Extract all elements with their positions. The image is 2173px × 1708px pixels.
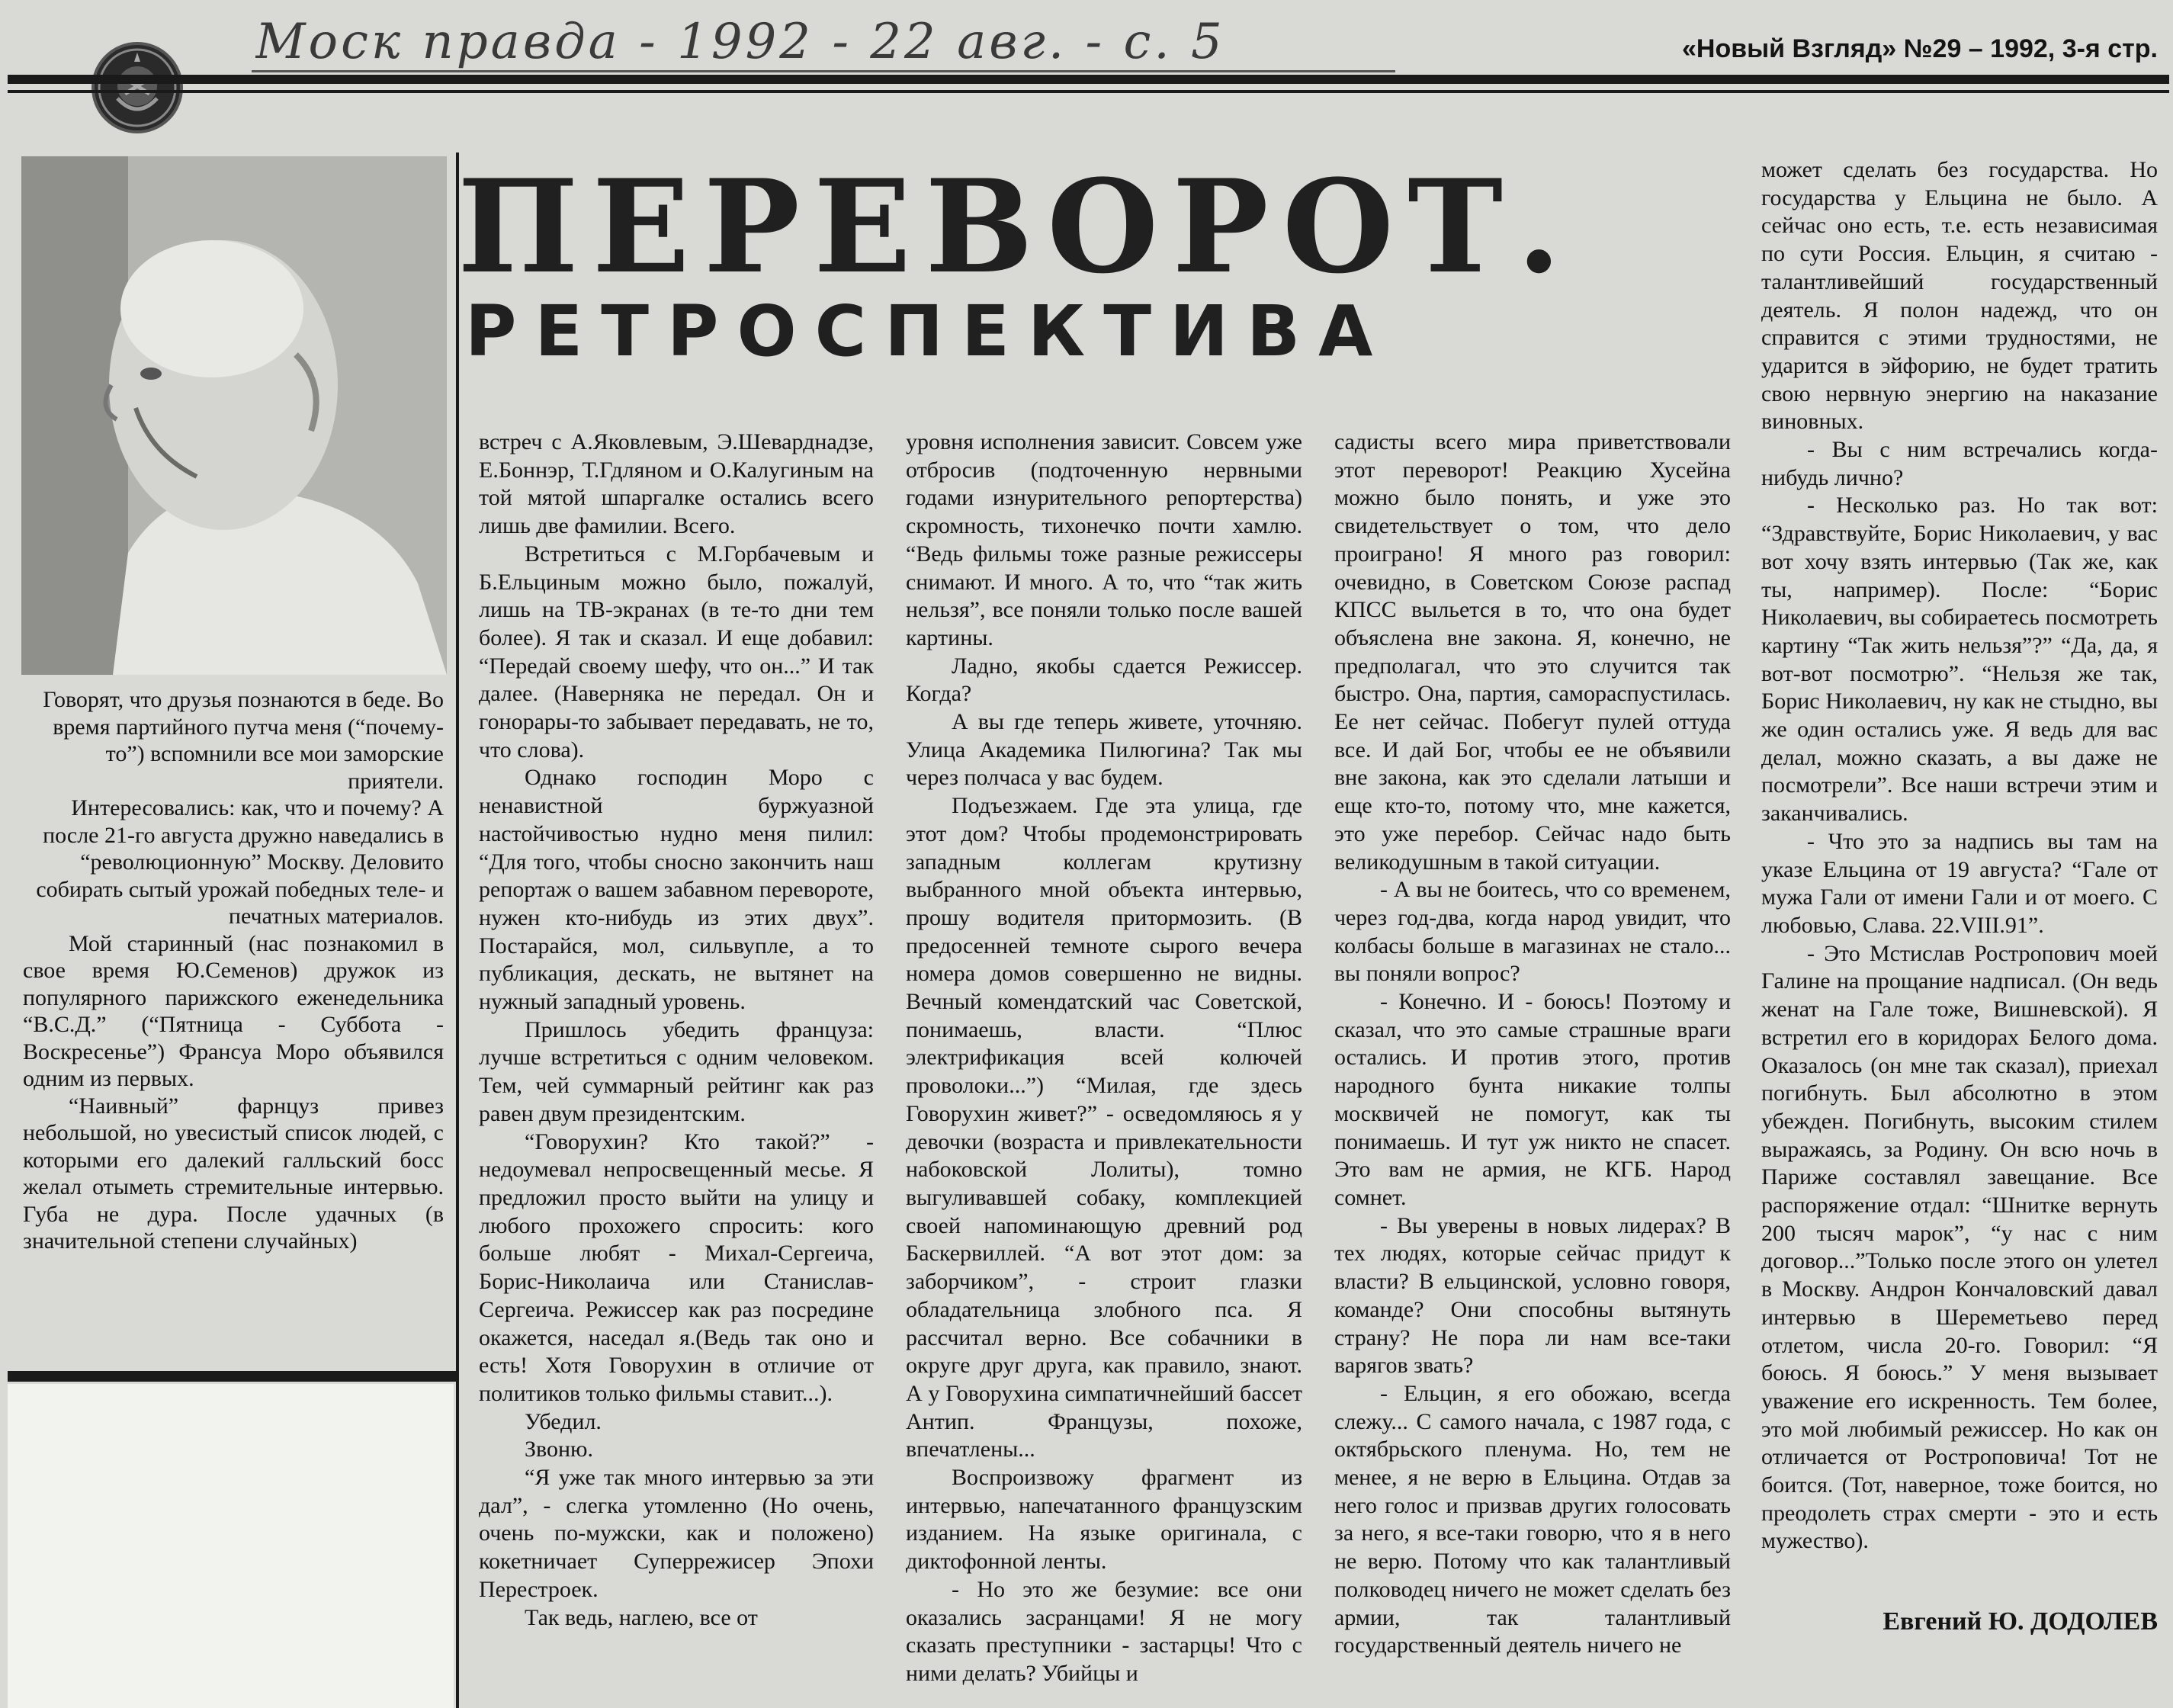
article-column-2: [906, 429, 1302, 1708]
article-paragraph: Так ведь, наглею, все от: [525, 1604, 758, 1630]
article-paragraph: Воспроизвожу фрагмент из интервью, напечатанного французским изданием. На языке оригинала, с диктофонной ленты.: [906, 1465, 1302, 1575]
article-paragraph: встреч с А.Яковлевым, Э.Шеварднадзе, Е.Боннэр, Т.Гдляном и О.Калугиным на той мятой шпаргалке остались всего лишь две фамилии. Всего.: [479, 429, 874, 539]
article-paragraph: - Но это же безумие: все они оказались засранцами! Я не могу сказать преступники - застарцы! Что с ними делать? Убийцы и: [906, 1576, 1302, 1686]
article-paragraph: - Что это за надпись вы там на указе Ельцина от 19 августа? “Гале от мужа Гали от имени Гали и от моего. С любовью, Слава. 22.VIII.91”.: [1761, 828, 2158, 938]
sidebar-paragraph: Интересовались: как, что и почему? А после 21-го августа дружно наведались в “революционную” Москву. Деловито собирать сытый урожай победных теле- и печатных материалов.: [36, 795, 444, 929]
article-paragraph: - Это Мстислав Ростропович моей Галине на прощание надписал. (Он ведь женат на Гале тоже, Вишневской). Я встретил его в коридорах Белого дома. Оказалось (он мне так сказал), приехал погибнуть. Был абсолютно в этом убежден. Погибнуть, высоким стилем выражаясь, за Родину. Он всю ночь в Париже составлял завещание. Все распоряжение отдал: “Шнитке вернуть 200 тысяч марок”, “у нас с ним договор...”Только после этого он улетел в Москву. Андрон Кончаловский давал интервью в Шереметьево перед отлетом, числа 20-го. Говорил: “Я боюсь. Я боюсь.” У меня вызывает уважение его искренность. Тем более, это мой любимый режиссер. Но как он отличается от Ростроповича! Тот не боится. (Тот, наверное, тоже боится, но преодолеть страх смерти - это и есть мужество).: [1761, 940, 2158, 1554]
handwriting-underline: [252, 70, 1395, 72]
article-paragraph: Звоню.: [525, 1437, 593, 1462]
article-paragraph: - Конечно. И - боюсь! Поэтому и сказал, что это самые страшные враги остались. И против этого, против народного бунта никакие толпы москвичей не помогут, как ты понимаешь. И тут уж никто не спасет. Это вам не армия, не КГБ. Народ сомнет.: [1334, 989, 1731, 1210]
article-paragraph: Убедил.: [525, 1408, 602, 1434]
article-paragraph: садисты всего мира приветствовали этот переворот! Реакцию Хусейна можно было понять, и уже это свидетельствует о том, что дело проиграно! Я много раз говорил: очевидно, в Советском Союзе распад КПСС выльется в то, что она будет объяслена вне закона. Я, конечно, не предполагал, что это случится так быстро. Она, партия, самораспустилась. Ее нет сейчас. Побегут пулей оттуда все. И дай Бог, чтобы ее не объявили вне закона, как это сделали латыши и еще кто-то, потому что, мне кажется, это уже перебор. Сейчас надо быть великодушным в такой ситуации.: [1334, 429, 1731, 875]
article-paragraph: - Ельцин, я его обожаю, всегда слежу... С самого начала, с 1987 года, с октябрьского пленума. Но, тем не менее, я не верю в Ельцина. Отдав за него голос и призвав других голосовать за него, я все-таки говорю, что я в него не верю. Потому что как талантливый полководец ничего не может сделать без армии, так талантливый государственный деятель ничего не: [1334, 1380, 1731, 1658]
masthead-rule-thin: [8, 90, 2169, 93]
article-paragraph: может сделать без государства. Но государства у Ельцина не было. А сейчас оно есть, т.е. есть независимая по сути Россия. Ельцин, я считаю - талантливейший государственный деятель. Я полон надежд, что он справится с этими трудностями, не ударится в эйфорию, не будет тратить свою нервную энергию на наказание виновных.: [1761, 157, 2158, 435]
sidebar-paragraph: Мой старинный (нас познакомил в свое время Ю.Семенов) дружок из популярного парижского еженедельника “В.С.Д.” (“Пятница - Суббота - Воскресенье”) Франсуа Моро объявился одним из первых.: [23, 930, 444, 1091]
sidebar-intro: [23, 686, 444, 1365]
article-paragraph: Однако господин Моро с ненавистной буржуазной настойчивостью нудно меня пилил: “Для того, чтобы сносно закончить наш репортаж о вашем забавном перевороте, нужен кто-нибудь из этих двух”. Постарайся, мол, сильвупле, а то публикация, дескать, не вытянет на нужный западный уровень.: [479, 765, 874, 1015]
portrait-photo: [21, 156, 447, 675]
article-column-4: [1761, 156, 2158, 1613]
article-paragraph: - Вы уверены в новых лидерах? В тех людях, которые сейчас придут к власти? В ельцинской, условно говоря, команде? Они способны вытянуть страну? Не пора ли нам все-таки варягов звать?: [1334, 1212, 1731, 1379]
article-paragraph: А вы где теперь живете, уточняю. Улица Академика Пилюгина? Так мы через полчаса у вас будем.: [906, 709, 1302, 791]
handwritten-note: Моск правда - 1992 - 22 авг. - с. 5: [255, 14, 1225, 70]
article-paragraph: - А вы не боитесь, что со временем, через год-два, когда народ увидит, что колбасы больше в магазинах не стало... вы поняли вопрос?: [1334, 877, 1731, 987]
sidebar-paragraph: Говорят, что друзья познаются в беде. Во время партийного путча меня (“почему-то”) вспомнили все мои заморские приятели.: [43, 687, 444, 794]
headline-subtitle: РЕТРОСПЕКТИВА: [465, 291, 1391, 372]
blank-area: [8, 1384, 454, 1708]
publication-info: «Новый Взгляд» №29 – 1992, 3-я стр.: [1681, 34, 2158, 63]
article-paragraph: Пришлось убедить француза: лучше встретиться с одним человеком. Тем, чей суммарный рейтинг как раз равен двум президентским.: [479, 1016, 874, 1126]
column-divider: [456, 152, 459, 1708]
article-paragraph: “Я уже так много интервью за эти дал”, - слегка утомленно (Но очень, очень по-мужски, как и положено) кокетничает Суперрежисер Эпохи Перестроек.: [479, 1465, 874, 1602]
emblem-icon: [91, 42, 183, 133]
article-paragraph: - Вы с ним встречались когда-нибудь лично?: [1761, 437, 2158, 490]
author-signature: Евгений Ю. ДОДОЛЕВ: [1883, 1607, 2158, 1636]
sidebar-paragraph: “Наивный” фарнцуз привез небольшой, но увесистый список людей, с которыми его далекий галльский босс желал отыметь стремительные интервью. Губа не дура. После удачных (в значительной степени случайных): [23, 1093, 444, 1254]
article-column-1: [479, 429, 874, 1687]
article-column-3: [1334, 429, 1731, 1708]
article-paragraph: Встретиться с М.Горбачевым и Б.Ельциным можно было, пожалуй, лишь на ТВ-экранах (в те-то дни тем более). Я так и сказал. И еще добавил: “Передай своему шефу, что он...” И так далее. (Наверняка не передал. Он и гонорары-то забывает передавать, не то, что слова).: [479, 541, 874, 762]
masthead-rule: [8, 75, 2169, 84]
article-paragraph: Ладно, якобы сдается Режиссер. Когда?: [906, 653, 1302, 707]
article-paragraph: уровня исполнения зависит. Совсем уже отбросив (подточенную нервными годами изнурительного репортерства) скромность, тихонечко почти хамлю. “Ведь фильмы тоже разные режиссеры снимают. И много. А то, что “так жить нельзя”, все поняли только после вашей картины.: [906, 429, 1302, 650]
sidebar-bottom-rule: [8, 1371, 457, 1382]
article-paragraph: Подъезжаем. Где эта улица, где этот дом? Чтобы продемонстрировать западным коллегам крутизну выбранного мной объекта интервью, прошу водителя притормозить. (В предосенней темноте сырого вечера номера домов совершенно не видны. Вечный комендатский час Советской, понимаешь, власти. “Плюс электрификация всей колючей проволоки...”) “Милая, где здесь Говорухин живет?” - осведомляюсь я у девочки (возраста и привлекательности набоковской Лолиты), томно выгуливавшей собаку, комплекцией своей напоминающую древний род Баскервиллей. “А вот этот дом: за заборчиком”, - строит глазки обладательница злобного пса. Я рассчитал верно. Все собачники в округе друг друга, как правило, знают. А у Говорухина симпатичнейший бассет Антип. Французы, похоже, впечатлены...: [906, 793, 1302, 1462]
headline-title: ПЕРЕВОРОТ.: [457, 151, 1575, 302]
article-paragraph: “Говорухин? Кто такой?” - недоумевал непросвещенный месье. Я предложил просто выйти на улицу и любого прохожего спросить: кого больше любят - Михал-Сергеича, Борис-Николаича или Станислав-Сергеича. Режиссер как раз посредине окажется, наседал я.(Ведь так оно и есть! Хотя Говорухин в отличие от политиков только фильмы ставит...).: [479, 1128, 874, 1406]
article-paragraph: - Несколько раз. Но так вот: “Здравствуйте, Борис Николаевич, у вас вот хочу взять интервью (Так же, как ты, например). После: “Борис Николаевич, вы собираетесь посмотреть картину “Так жить нельзя”?” “Да, да, я вот-вот посмотрю”. “Нельзя же так, Борис Николаевич, ну как не стыдно, вы же один остались уже. Я ведь для вас делал, можно сказать, а вы даже не посмотрели”. Все наши встречи этим и заканчивались.: [1761, 493, 2158, 827]
